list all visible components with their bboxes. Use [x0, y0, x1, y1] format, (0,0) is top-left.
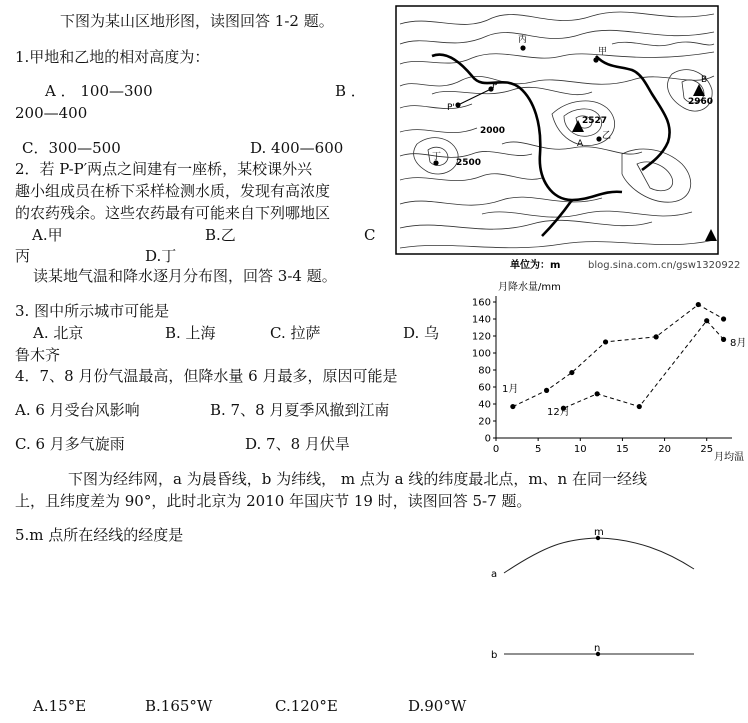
data-point: [510, 404, 515, 409]
y-tick-label: 120: [471, 331, 491, 343]
q3-option-c: C. 拉萨: [270, 324, 321, 342]
chart-y-label: 月降水量/mm: [498, 282, 561, 293]
x-tick-label: 5: [534, 444, 542, 455]
x-tick-label: 10: [573, 444, 587, 455]
series-line-2: [563, 321, 723, 409]
topographic-map: [392, 4, 741, 278]
y-tick-label: 0: [484, 433, 491, 445]
q2-option-c: C: [364, 226, 376, 244]
q2-line-3: 的农药残余。这些农药最有可能来自下列哪地区: [15, 204, 331, 222]
q3-option-d: D. 乌: [403, 324, 440, 342]
yi-point: [596, 136, 601, 141]
label-2000: 2000: [480, 126, 506, 136]
annotation-dec: 12月: [547, 407, 570, 418]
q4-option-d: D. 7、8 月伏旱: [245, 435, 350, 453]
climate-chart: [462, 278, 748, 468]
q5-stem: 5.m 点所在经线的经度是: [15, 526, 184, 544]
label-jia: 甲: [598, 47, 608, 57]
q4-stem: 4．7、8 月份气温最高，但降水量 6 月最多，原因可能是: [15, 367, 398, 385]
x-tick-label: 0: [492, 444, 500, 455]
label-2960: 2960: [688, 97, 714, 107]
q2-option-d: D.丁: [145, 247, 177, 265]
label-2527: 2527: [582, 116, 608, 126]
q2-line-2: 趣小组成员在桥下采样检测水质，发现有高浓度: [15, 182, 331, 200]
data-point: [544, 388, 549, 393]
q1-option-b: B ．: [335, 82, 366, 100]
chart-x-label: 月均温: [714, 452, 744, 463]
q3-option-b: B. 上海: [165, 324, 216, 342]
q5-option-d: D.90°W: [408, 697, 467, 715]
label-a-line: a: [491, 569, 498, 580]
data-point: [704, 318, 709, 323]
line-a-terminator: [504, 538, 694, 573]
y-tick-label: 40: [478, 399, 491, 411]
data-point: [721, 337, 726, 342]
q5-option-c: C.120°E: [275, 697, 338, 715]
q1-option-c: C．300—500: [22, 139, 121, 157]
bing-point: [520, 45, 525, 50]
graticule-figure: [486, 525, 706, 665]
q2-option-a: A.甲: [32, 226, 63, 244]
q3-stem: 3. 图中所示城市可能是: [15, 302, 170, 320]
y-tick-label: 100: [471, 348, 491, 360]
intro-text-2: 读某地气温和降水逐月分布图，回答 3-4 题。: [33, 267, 337, 285]
y-tick-label: 160: [471, 297, 491, 309]
data-point: [637, 404, 642, 409]
intro-text-3-line-2: 上，且纬度差为 90°，此时北京为 2010 年国庆节 19 时，读图回答 5-7 题。: [15, 492, 532, 510]
y-tick-label: 60: [478, 382, 491, 394]
label-p-prime: P': [447, 103, 455, 113]
q1-stem: 1.甲地和乙地的相对高度为：: [15, 48, 210, 66]
q3-option-d-cont: 鲁木齐: [15, 346, 61, 364]
label-ding: 丁: [432, 152, 442, 162]
q4-option-c: C. 6 月多气旋雨: [15, 435, 125, 453]
y-tick-label: 20: [478, 416, 491, 428]
data-point: [696, 302, 701, 307]
label-n: n: [594, 643, 601, 654]
data-point: [654, 334, 659, 339]
q5-option-a: A.15°E: [33, 697, 87, 715]
data-point: [595, 391, 600, 396]
q4-option-a: A. 6 月受台风影响: [15, 401, 140, 419]
q5-option-b: B.165°W: [145, 697, 213, 715]
data-point: [721, 316, 726, 321]
label-yi: 乙: [602, 131, 612, 141]
jia-point: [593, 57, 598, 62]
map-unit-caption: 单位为：m: [510, 260, 561, 271]
q1-option-d: D. 400—600: [250, 139, 344, 157]
y-tick-label: 80: [478, 365, 491, 377]
x-tick-label: 15: [616, 444, 629, 455]
q4-option-b: B. 7、8 月夏季风撤到江南: [210, 401, 390, 419]
label-2500: 2500: [456, 158, 482, 168]
label-b-line: b: [491, 650, 498, 661]
label-m: m: [594, 527, 604, 538]
blog-watermark: blog.sina.com.cn/gsw1320922: [588, 260, 741, 271]
intro-text-1: 下图为某山区地形图，读图回答 1-2 题。: [60, 12, 334, 30]
q1-option-a: A ． 100—300: [45, 82, 153, 100]
annotation-jan: 1月: [502, 384, 519, 395]
label-bing: 丙: [518, 35, 528, 45]
label-p: P: [492, 81, 498, 91]
q1-option-b-cont: 200—400: [15, 104, 88, 122]
data-point: [603, 339, 608, 344]
q2-option-b: B.乙: [205, 226, 236, 244]
y-tick-label: 140: [471, 314, 491, 326]
x-tick-label: 20: [658, 444, 671, 455]
x-tick-label: 25: [700, 444, 714, 455]
q2-line-1: 2．若 P-P′两点之间建有一座桥，某校课外兴: [15, 160, 313, 178]
data-point: [569, 370, 574, 375]
q3-option-a: A. 北京: [33, 324, 84, 342]
q2-option-c-cont: 丙: [15, 247, 31, 265]
label-a: A: [577, 139, 584, 149]
label-b: B: [701, 75, 708, 85]
annotation-aug: 8月: [730, 338, 747, 349]
intro-text-3-line-1: 下图为经纬网，a 为晨昏线，b 为纬线， m 点为 a 线的纬度最北点，m、n 在同一经线: [68, 470, 647, 488]
